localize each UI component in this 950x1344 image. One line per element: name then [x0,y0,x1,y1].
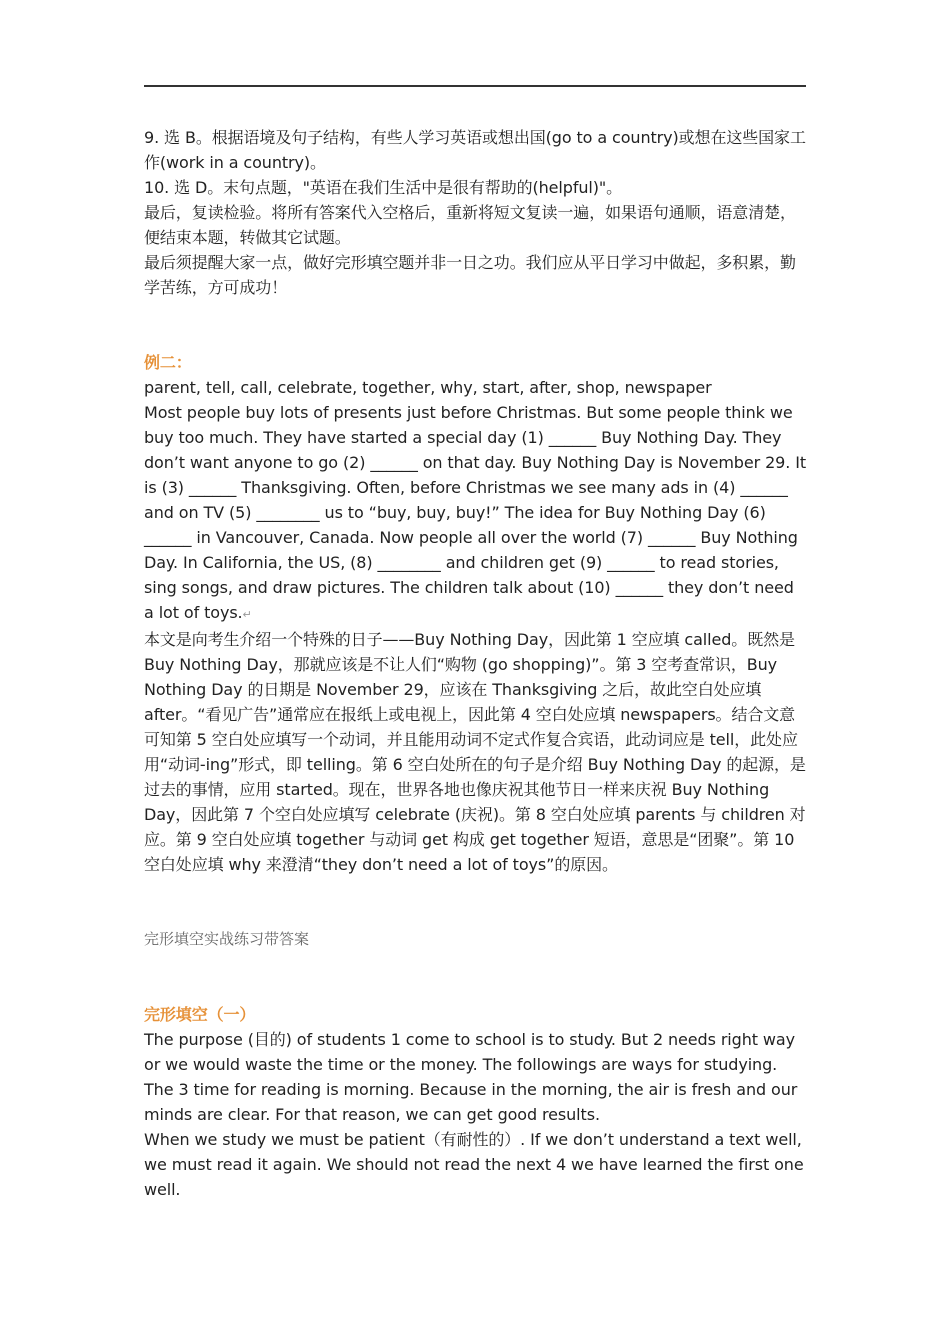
top-divider [144,85,806,87]
cloze-passage-text: Most people buy lots of presents just before Christmas. But some people think we buy too much. They have started a special day (1) ______ Buy Nothing Day. They don’t want anyone to go (2) ______ on that day. Buy Nothing Day is November 29. It is (3) ______ Thanksgiving. Often, before Christmas we see many ads in (4) ______ and on TV (5) ________ us to “buy, buy, buy!” The idea for Buy Nothing Day (6) ______ in Vancouver, Canada. Now people all over the world (7) ______ Buy Nothing Day. In California, the US, (8) ________ and children get (9) ______ to read stories, sing songs, and draw pictures. The children talk about (10) ______ they don’t need a lot of toys. [144,403,806,622]
cloze-one [144,1002,808,1202]
paragraph-mark: ↵ [242,608,252,621]
final-reminder: 最后须提醒大家一点，做好完形填空题并非一日之功。我们应从平日学习中做起，多积累，勤学苦练，方可成功！ [144,253,796,297]
answer-explanations [144,125,808,300]
word-bank: parent, tell, call, celebrate, together, why, start, after, shop, newspaper [144,378,712,397]
cloze-one-paragraph-1: The purpose (目的) of students 1 come to school is to study. But 2 needs right way or we would waste the time or the money. The followings are ways for studying. The 3 time for reading is morning. Because in the morning, the air is fresh and our minds are clear. For that reason, we can get good results. [144,1030,798,1124]
practice-title: 完形填空实战练习带答案 [144,930,310,948]
example-two [144,350,808,877]
cloze-one-paragraph-2: When we study we must be patient（有耐性的）. If we don’t understand a text well, we must read it again. We should not read the next 4 we have learned the first one well. [144,1130,804,1199]
explanation-9: 9. 选 B。根据语境及句子结构，有些人学习英语或想出国(go to a country)或想在这些国家工作(work in a country)。 [144,128,806,172]
document-page [144,125,808,1202]
cloze-passage [144,400,808,627]
review-advice: 最后，复读检验。将所有答案代入空格后，重新将短文复读一遍，如果语句通顺，语意清楚，便结束本题，转做其它试题。 [144,203,796,247]
example-two-heading: 例二： [144,353,192,372]
passage-analysis: 本文是向考生介绍一个特殊的日子——Buy Nothing Day，因此第 1 空应填 called。既然是 Buy Nothing Day，那就应该是不让人们“购物 (go shopping)”。第 3 空考查常识，Buy Nothing Day 的日期是 November 29，应该在 Thanksgiving 之后，故此空白处应填 after。“看见广告”通常应在报纸上或电视上，因此第 4 空白处应填 newspapers。结合文意可知第 5 空白处应填写一个动词，并且能用动词不定式作复合宾语，此动词应是 tell，此处应用“动词-ing”形式，即 telling。第 6 空白处所在的句子是介绍 Buy Nothing Day 的起源，是过去的事情，应用 started。现在，世界各地也像庆祝其他节日一样来庆祝 Buy Nothing Day，因此第 7 个空白处应填写 celebrate (庆祝)。第 8 空白处应填 parents 与 children 对应。第 9 空白处应填 together 与动词 get 构成 get together 短语，意思是“团聚”。第 10 空白处应填 why 来澄清“they don’t need a lot of toys”的原因。 [144,630,806,874]
explanation-10: 10. 选 D。末句点题，"英语在我们生活中是很有帮助的(helpful)"。 [144,178,623,197]
cloze-one-heading: 完形填空（一） [144,1005,256,1024]
